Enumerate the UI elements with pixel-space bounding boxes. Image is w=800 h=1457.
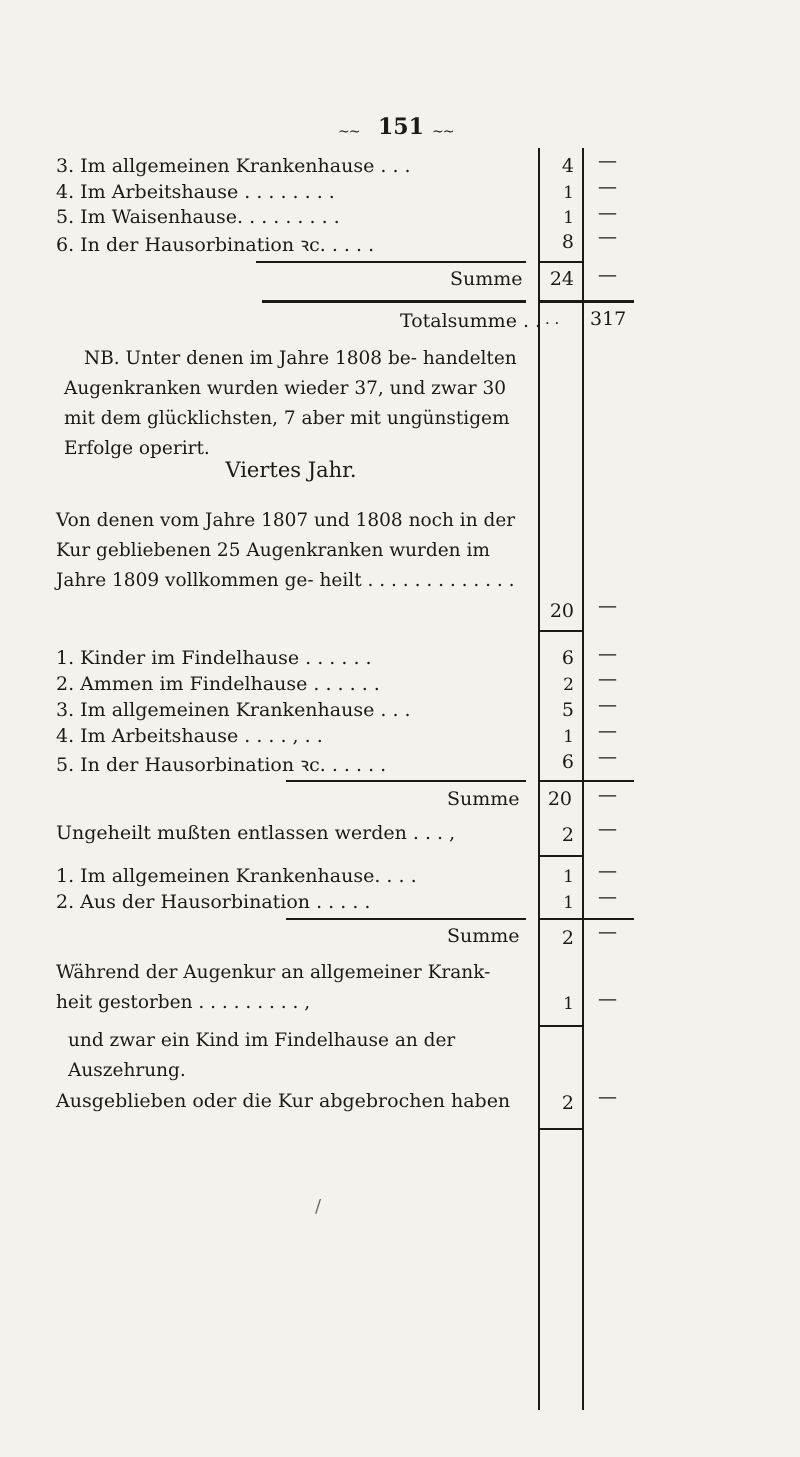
sum-rule [538,261,584,263]
summe-value: 20 [547,788,572,810]
row-dash: — [598,668,617,690]
row-label: 2. Aus der Hausorbination . . . . . [56,891,371,913]
unheiled-dash: — [598,818,617,840]
row-count: 1 [563,727,574,747]
row-count: 8 [561,231,574,253]
died-rule [538,1025,584,1027]
row-label: 3. Im allgemeinen Krankenhause . . . [56,699,411,721]
summe-value: 24 [549,268,574,290]
row-count: 5 [561,699,574,721]
totalsumme-label: Totalsumme . . [400,310,542,332]
total-rule [262,300,526,303]
sum-rule [538,918,634,920]
column-rule-left [538,148,540,1410]
row-label: 4. Im Arbeitshause . . . . . . . . [56,181,335,203]
summe-label: Summe [450,268,523,290]
summe-dash: — [598,264,617,286]
footer-mark: / [315,1196,322,1217]
column-rule-right [582,148,584,1410]
row-count: 6 [561,751,574,773]
row-label: 2. Ammen im Findelhause . . . . . . [56,673,380,695]
section-heading: Viertes Jahr. [225,458,357,482]
unheiled-rule [538,855,584,857]
header-ornament-left: ~~ [338,124,360,140]
died-value: 1 [563,994,574,1014]
row-label: 6. In der Hausorbination ꝛc. . . . . [56,234,375,256]
row-dash: — [598,150,617,172]
row-label: 5. Im Waisenhause. . . . . . . . . [56,206,340,228]
intro-paragraph: Von denen vom Jahre 1807 und 1808 noch in der Kur gebliebenen 25 Augenkranken wurden im Jahre 1809 vollkommen ge- heilt . . . . . . . . . . . . . [56,510,516,591]
remained-value: 2 [561,1092,574,1114]
row-dash: — [598,746,617,768]
row-label: 1. Im allgemeinen Krankenhause. . . . [56,865,417,887]
died-dash: — [598,988,617,1010]
remained-rule [538,1128,584,1130]
remained-dash: — [598,1086,617,1108]
row-dash: — [598,202,617,224]
row-label: 4. Im Arbeitshause . . . . , . . [56,725,323,747]
intro-value: 20 [549,600,574,622]
row-dash: — [598,176,617,198]
header-ornament-right: ~~ [432,124,454,140]
nb-note: NB. Unter denen im Jahre 1808 be- handelten Augenkranken wurden wieder 37, und zwar 30 mit dem glücklichsten, 7 aber mit ungünstigem Erfolge operirt. [64,348,517,459]
totalsumme-dots: . . [545,310,560,328]
sum-rule [286,780,526,782]
unheiled-value: 2 [561,824,574,846]
row-label: 5. In der Hausorbination ꝛc. . . . . . [56,754,387,776]
summe-label: Summe [447,788,520,810]
sum-rule [256,261,526,263]
sum-rule [538,780,634,782]
row-count: 2 [563,675,574,695]
died-detail: und zwar ein Kind im Findelhause an der Auszehrung. [68,1030,456,1081]
row-dash: — [598,886,617,908]
row-count: 1 [563,208,574,228]
died-text: Während der Augenkur an allgemeiner Krank- heit gestorben . . . . . . . . . , [56,962,491,1013]
row-count: 4 [561,155,574,177]
summe-value: 2 [561,927,574,949]
row-dash: — [598,643,617,665]
intro-rule [538,630,584,632]
sum-rule [286,918,526,920]
intro-dash: — [598,595,617,617]
row-dash: — [598,694,617,716]
row-count: 1 [563,867,574,887]
row-count: 1 [563,183,574,203]
row-dash: — [598,226,617,248]
row-label: 3. Im allgemeinen Krankenhause . . . [56,155,411,177]
summe-dash: — [598,921,617,943]
totalsumme-value: 317 [590,308,627,330]
row-count: 1 [563,893,574,913]
row-label: 1. Kinder im Findelhause . . . . . . [56,647,372,669]
summe-label: Summe [447,925,520,947]
row-dash: — [598,720,617,742]
unheiled-label: Ungeheilt mußten entlassen werden . . . , [56,822,456,844]
summe-dash: — [598,784,617,806]
remained-text: Ausgeblieben oder die Kur abgebrochen haben [56,1090,511,1112]
row-count: 6 [561,647,574,669]
row-dash: — [598,860,617,882]
total-rule [538,300,634,303]
page-number: 151 [378,114,424,140]
